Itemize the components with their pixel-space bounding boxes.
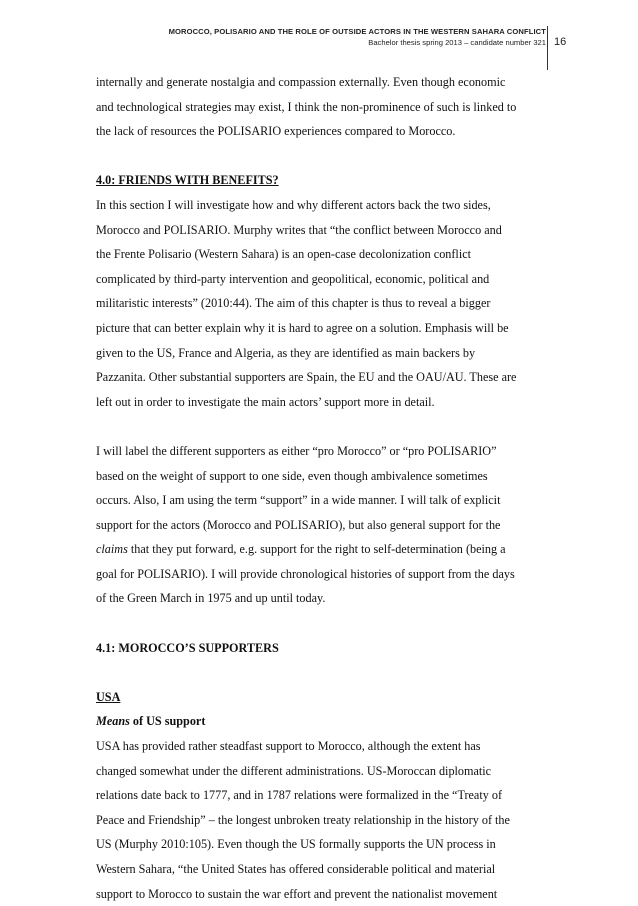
subheading-means	[96, 709, 546, 734]
text-line: support to Morocco to sustain the war effort and prevent the nationalist movement	[96, 886, 498, 901]
text-line: of the Green March in 1975 and up until today.	[96, 591, 326, 606]
text-line: relations date back to 1777, and in 1787 relations were formalized in the “Treaty of	[96, 788, 503, 803]
text-line: left out in order to investigate the main actors’ support more in detail.	[96, 394, 435, 409]
claims-rest: that they put forward, e.g. support for the right to self-determination (being a	[127, 542, 506, 557]
text-line: I will label the different supporters as either “pro Morocco” or “pro POLISARIO”	[96, 443, 497, 458]
text-line: the lack of resources the POLISARIO experiences compared to Morocco.	[96, 124, 456, 139]
text-line: based on the weight of support to one side, even though ambivalence sometimes	[96, 468, 488, 483]
text-line: Morocco and POLISARIO. Murphy writes that “the conflict between Morocco and	[96, 222, 502, 237]
section-heading-4-1: 4.1: MOROCCO’S SUPPORTERS	[96, 640, 279, 655]
header-title: MOROCCO, POLISARIO AND THE ROLE OF OUTSIDE ACTORS IN THE WESTERN SAHARA CONFLICT	[168, 27, 546, 36]
text-line: and technological strategies may exist, I think the non-prominence of such is linked to	[96, 99, 517, 114]
text-line: USA has provided rather steadfast support to Morocco, although the extent has	[96, 739, 481, 754]
header-divider	[547, 26, 548, 70]
text-line: Pazzanita. Other substantial supporters are Spain, the EU and the OAU/AU. These are	[96, 370, 517, 385]
text-line: occurs. Also, I am using the term “support” in a wide manner. I will talk of explicit	[96, 493, 501, 508]
text-line: the Frente Polisario (Western Sahara) is an open-case decolonization conflict	[96, 247, 472, 262]
subheading-usa: USA	[96, 689, 121, 704]
text-line: picture that can better explain why it is hard to agree on a solution. Emphasis will be	[96, 320, 509, 335]
text-line: changed somewhat under the different administrations. US-Moroccan diplomatic	[96, 763, 492, 778]
means-emphasis: Means	[96, 714, 130, 729]
page-number: 16	[554, 36, 567, 48]
text-line: Western Sahara, “the United States has offered considerable political and material	[96, 862, 496, 876]
claims-emphasis: claims	[96, 542, 128, 557]
text-line: militaristic interests” (2010:44). The aim of this chapter is thus to reveal a bigger	[96, 296, 491, 311]
text-line: support for the actors (Morocco and POLISARIO), but also general support for the	[96, 517, 501, 532]
running-header	[60, 26, 546, 48]
text-line: given to the US, France and Algeria, as they are identified as main backers by	[96, 345, 476, 360]
text-line: complicated by third-party intervention and geopolitical, economic, political and	[96, 271, 490, 286]
text-line: US (Murphy 2010:105). Even though the US formally supports the UN process in	[96, 837, 496, 852]
body-text	[96, 70, 546, 906]
means-rest: of US support	[129, 714, 206, 729]
section-heading-4-0: 4.0: FRIENDS WITH BENEFITS?	[96, 173, 279, 188]
text-line: internally and generate nostalgia and compassion externally. Even though economic	[96, 75, 506, 89]
text-line: In this section I will investigate how and why different actors back the two sides,	[96, 197, 491, 212]
text-line: goal for POLISARIO). I will provide chronological histories of support from the days	[96, 566, 515, 581]
header-subtitle: Bachelor thesis spring 2013 – candidate number 321	[368, 38, 546, 47]
text-line	[96, 537, 546, 562]
text-line: Peace and Friendship” – the longest unbroken treaty relationship in the history of the	[96, 812, 510, 827]
